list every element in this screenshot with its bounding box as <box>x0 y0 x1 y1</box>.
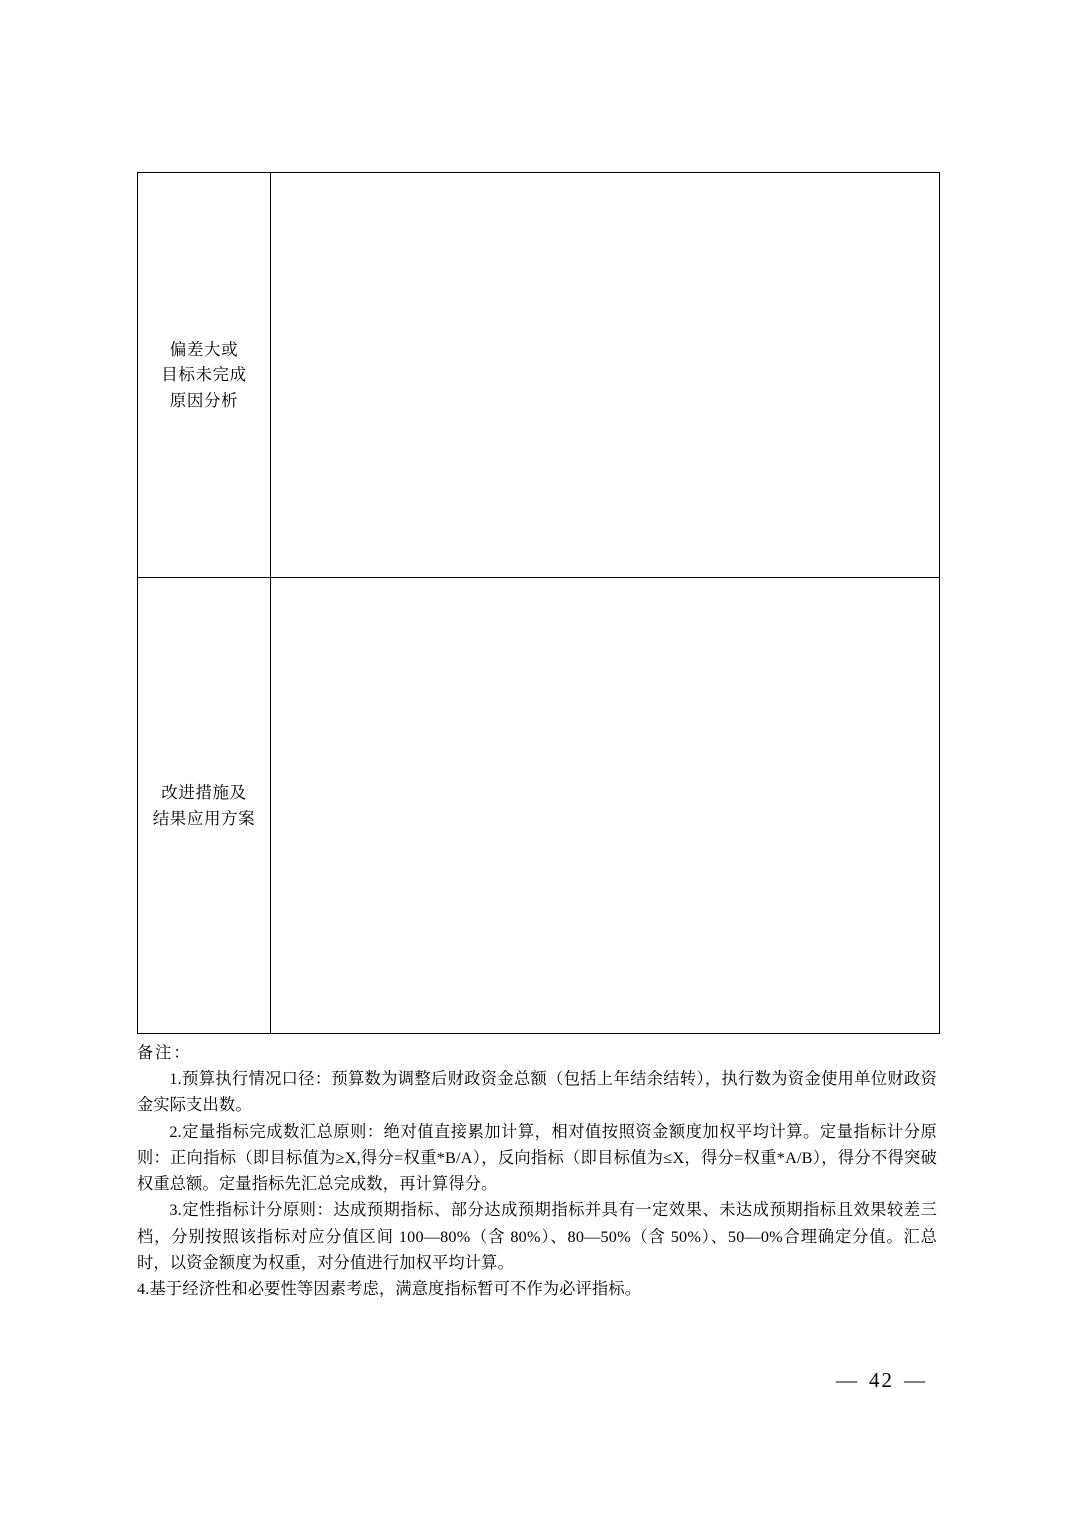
row-content-improvement-measures[interactable] <box>271 578 940 1034</box>
page-number-right-dash: — <box>904 1368 927 1392</box>
notes-section <box>137 1040 937 1302</box>
note-item-2: 2.定量指标完成数汇总原则：绝对值直接累加计算，相对值按照资金额度加权平均计算。定量指标计分原则：正向指标（即目标值为≥X,得分=权重*B/A），反向指标（即目标值为≤X，得分=权重*A/B），得分不得突破权重总额。定量指标先汇总完成数，再计算得分。 <box>137 1122 937 1194</box>
performance-form-table <box>137 172 937 1034</box>
label-line: 改进措施及 <box>161 782 247 802</box>
form-table <box>137 172 940 1034</box>
page-number-left-dash: — <box>836 1368 859 1392</box>
label-line: 目标未完成 <box>161 365 247 385</box>
label-line: 原因分析 <box>169 390 239 410</box>
note-item-1: 1.预算执行情况口径：预算数为调整后财政资金总额（包括上年结余结转），执行数为资金使用单位财政资金实际支出数。 <box>137 1070 937 1115</box>
row-label-improvement-measures <box>138 578 271 1034</box>
label-line: 偏差大或 <box>169 339 239 359</box>
label-line: 结果应用方案 <box>152 808 256 828</box>
notes-title: 备注： <box>137 1044 192 1062</box>
page-number <box>0 1368 937 1393</box>
table-row <box>138 578 940 1034</box>
row-label-deviation-analysis <box>138 173 271 578</box>
table-row <box>138 173 940 578</box>
note-item-4: 4.基于经济性和必要性等因素考虑，满意度指标暂可不作为必评指标。 <box>137 1280 642 1299</box>
page-number-value: 42 <box>869 1368 894 1392</box>
note-item-3: 3.定性指标计分原则：达成预期指标、部分达成预期指标并具有一定效果、未达成预期指标且效果较差三档，分别按照该指标对应分值区间 100—80%（含 80%）、80—50%（含 50%）、50—0%合理确定分值。汇总时，以资金额度为权重，对分值进行加权平均计算。 <box>137 1201 937 1272</box>
row-content-deviation-analysis[interactable] <box>271 173 940 578</box>
